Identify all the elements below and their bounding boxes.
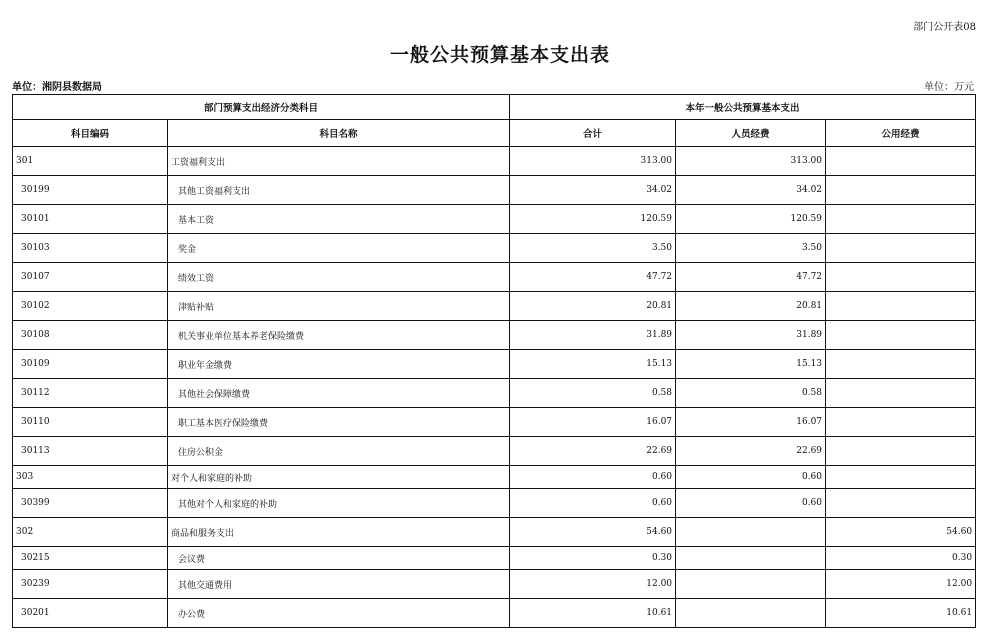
currency-unit: 单位：万元: [924, 82, 974, 93]
cell-personnel: 31.89: [676, 321, 826, 350]
cell-personnel: 20.81: [676, 292, 826, 321]
column-header-personnel: 人员经费: [676, 120, 826, 147]
group-header-classification: 部门预算支出经济分类科目: [13, 95, 510, 120]
cell-code: 30103: [13, 234, 168, 263]
cell-name: 其他工资福利支出: [168, 176, 510, 205]
cell-total: 10.61: [510, 599, 676, 628]
cell-personnel: 0.60: [676, 489, 826, 518]
cell-name: 办公费: [168, 599, 510, 628]
cell-public: [826, 263, 976, 292]
cell-public: [826, 292, 976, 321]
cell-name: 其他对个人和家庭的补助: [168, 489, 510, 518]
cell-personnel: [676, 518, 826, 547]
table-body: [13, 147, 976, 628]
table-row: [13, 147, 976, 176]
cell-personnel: 120.59: [676, 205, 826, 234]
group-header-expenditure: 本年一般公共预算基本支出: [510, 95, 976, 120]
cell-personnel: 22.69: [676, 437, 826, 466]
cell-total: 31.89: [510, 321, 676, 350]
cell-name: 基本工资: [168, 205, 510, 234]
cell-code: 30199: [13, 176, 168, 205]
cell-name: 商品和服务支出: [168, 518, 510, 547]
cell-code: 30109: [13, 350, 168, 379]
table-row: [13, 547, 976, 570]
cell-total: 47.72: [510, 263, 676, 292]
cell-name: 其他社会保障缴费: [168, 379, 510, 408]
cell-code: 30239: [13, 570, 168, 599]
cell-personnel: 0.60: [676, 466, 826, 489]
table-row: [13, 321, 976, 350]
cell-total: 0.58: [510, 379, 676, 408]
column-header-row: [13, 120, 976, 147]
cell-code: 30107: [13, 263, 168, 292]
cell-personnel: 47.72: [676, 263, 826, 292]
cell-code: 30112: [13, 379, 168, 408]
table-row: [13, 599, 976, 628]
table-row: [13, 466, 976, 489]
table-row: [13, 518, 976, 547]
cell-total: 54.60: [510, 518, 676, 547]
cell-name: 住房公积金: [168, 437, 510, 466]
table-row: [13, 489, 976, 518]
cell-public: 12.00: [826, 570, 976, 599]
cell-personnel: 16.07: [676, 408, 826, 437]
cell-personnel: 34.02: [676, 176, 826, 205]
cell-public: [826, 176, 976, 205]
cell-total: 20.81: [510, 292, 676, 321]
cell-code: 30108: [13, 321, 168, 350]
table-row: [13, 408, 976, 437]
cell-name: 津贴补贴: [168, 292, 510, 321]
cell-personnel: [676, 599, 826, 628]
table-row: [13, 570, 976, 599]
cell-public: [826, 147, 976, 176]
cell-code: 30399: [13, 489, 168, 518]
cell-code: 30215: [13, 547, 168, 570]
cell-personnel: 0.58: [676, 379, 826, 408]
cell-personnel: [676, 547, 826, 570]
cell-total: 16.07: [510, 408, 676, 437]
table-row: [13, 234, 976, 263]
form-number: 部门公开表08: [913, 22, 976, 33]
cell-public: [826, 205, 976, 234]
cell-name: 其他交通费用: [168, 570, 510, 599]
column-header-code: 科目编码: [13, 120, 168, 147]
cell-public: [826, 466, 976, 489]
cell-public: 0.30: [826, 547, 976, 570]
cell-total: 313.00: [510, 147, 676, 176]
cell-public: [826, 379, 976, 408]
table-row: [13, 350, 976, 379]
column-header-name: 科目名称: [168, 120, 510, 147]
cell-code: 30102: [13, 292, 168, 321]
budget-table: [12, 94, 976, 628]
cell-public: [826, 489, 976, 518]
table-row: [13, 437, 976, 466]
cell-code: 30201: [13, 599, 168, 628]
cell-total: 3.50: [510, 234, 676, 263]
cell-total: 120.59: [510, 205, 676, 234]
cell-public: [826, 234, 976, 263]
page-title: 一般公共预算基本支出表: [389, 44, 610, 66]
cell-total: 22.69: [510, 437, 676, 466]
table-row: [13, 292, 976, 321]
cell-code: 30101: [13, 205, 168, 234]
column-header-public: 公用经费: [826, 120, 976, 147]
cell-name: 绩效工资: [168, 263, 510, 292]
cell-personnel: [676, 570, 826, 599]
cell-name: 职工基本医疗保险缴费: [168, 408, 510, 437]
cell-total: 12.00: [510, 570, 676, 599]
table-row: [13, 263, 976, 292]
cell-public: [826, 321, 976, 350]
cell-public: [826, 437, 976, 466]
table-row: [13, 379, 976, 408]
cell-code: 302: [13, 518, 168, 547]
column-header-total: 合计: [510, 120, 676, 147]
cell-total: 0.30: [510, 547, 676, 570]
cell-personnel: 313.00: [676, 147, 826, 176]
cell-name: 对个人和家庭的补助: [168, 466, 510, 489]
cell-name: 机关事业单位基本养老保险缴费: [168, 321, 510, 350]
cell-code: 30110: [13, 408, 168, 437]
cell-public: 10.61: [826, 599, 976, 628]
cell-total: 15.13: [510, 350, 676, 379]
cell-name: 会议费: [168, 547, 510, 570]
cell-personnel: 15.13: [676, 350, 826, 379]
cell-name: 职业年金缴费: [168, 350, 510, 379]
table-row: [13, 176, 976, 205]
cell-total: 34.02: [510, 176, 676, 205]
group-header-row: [13, 95, 976, 120]
cell-code: 301: [13, 147, 168, 176]
table-row: [13, 205, 976, 234]
cell-total: 0.60: [510, 466, 676, 489]
cell-name: 奖金: [168, 234, 510, 263]
cell-public: 54.60: [826, 518, 976, 547]
cell-code: 30113: [13, 437, 168, 466]
cell-code: 303: [13, 466, 168, 489]
cell-total: 0.60: [510, 489, 676, 518]
cell-public: [826, 408, 976, 437]
organization-unit: 单位：湘阴县数据局: [12, 82, 102, 93]
cell-personnel: 3.50: [676, 234, 826, 263]
cell-name: 工资福利支出: [168, 147, 510, 176]
cell-public: [826, 350, 976, 379]
